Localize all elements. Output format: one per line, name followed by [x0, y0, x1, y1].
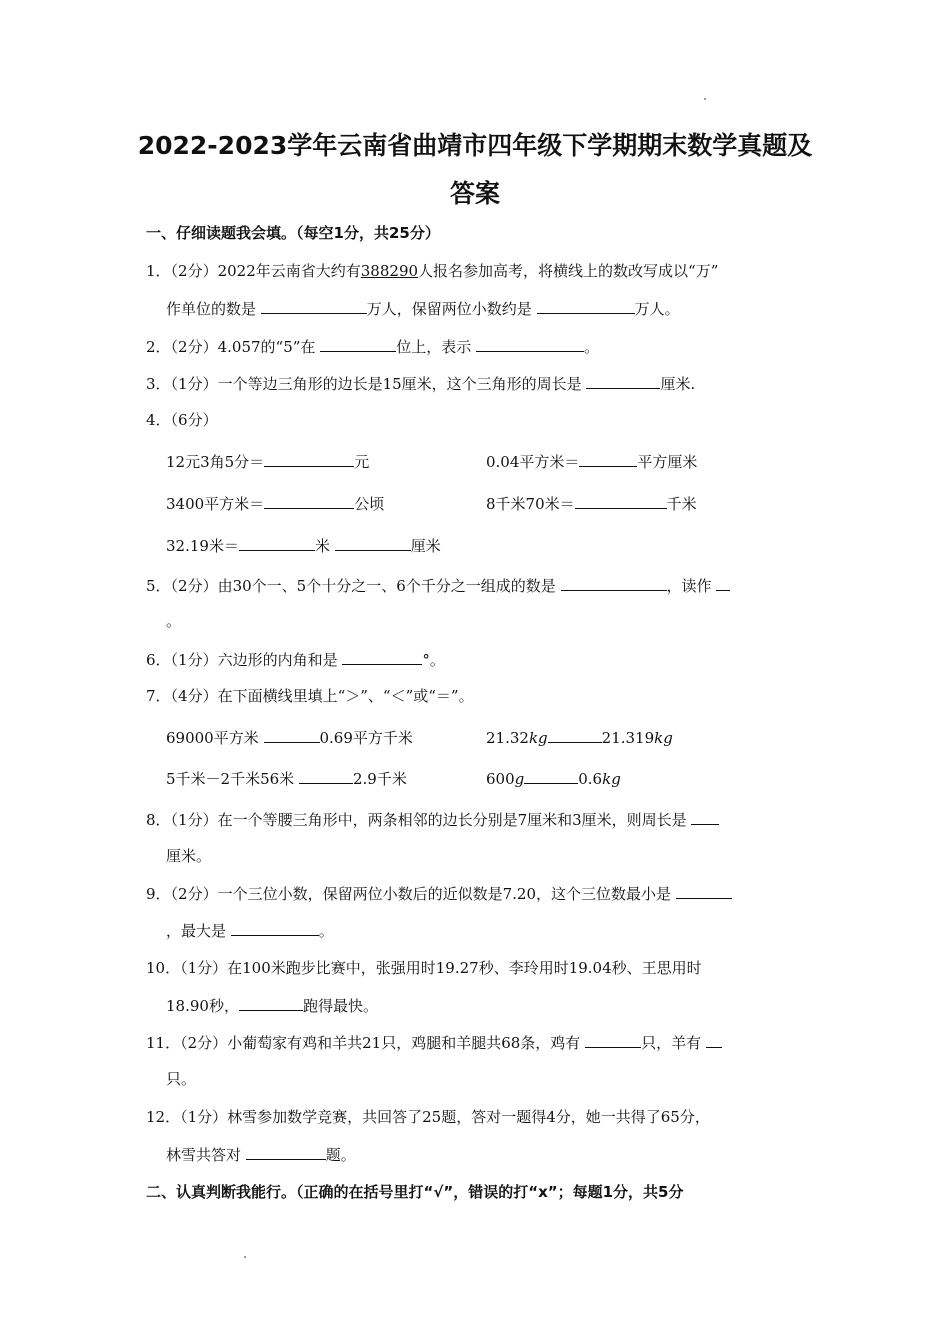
answer-blank[interactable]: [239, 534, 315, 551]
answer-blank[interactable]: [548, 726, 602, 743]
question-4-row-1a: 12元3角5分＝ 元: [166, 450, 369, 473]
answer-blank[interactable]: [691, 808, 719, 825]
answer-blank[interactable]: [524, 767, 578, 784]
answer-blank[interactable]: [706, 1031, 722, 1048]
question-7-row-2b: 600g 0.6kg: [486, 767, 621, 790]
section-1-heading: 一、仔细读题我会填。（每空1分，共25分）: [146, 224, 440, 242]
answer-blank[interactable]: [342, 648, 422, 665]
question-11-cont: 只。: [166, 1070, 197, 1088]
question-9-cont: ，最大是 。: [166, 919, 334, 942]
answer-blank[interactable]: [239, 994, 303, 1011]
answer-blank[interactable]: [261, 297, 367, 314]
underlined-number: 388290: [360, 262, 419, 280]
question-4-row-3: 32.19米＝ 米 厘米: [166, 534, 441, 557]
answer-blank[interactable]: [335, 534, 411, 551]
answer-blank[interactable]: [246, 1143, 326, 1160]
answer-blank[interactable]: [561, 574, 667, 591]
answer-blank[interactable]: [575, 492, 667, 509]
section-2-heading: 二、认真判断我能行。（正确的在括号里打“√”，错误的打“x”；每题1分，共5分: [146, 1183, 684, 1201]
page-title: 2022-2023学年云南省曲靖市四年级下学期期末数学真题及: [137, 131, 813, 160]
question-8-cont: 厘米。: [166, 847, 212, 865]
question-4-row-1b: 0.04平方米＝ 平方厘米: [486, 450, 697, 473]
question-9: 9．（2分）一个三位小数，保留两位小数后的近似数是7.20，这个三位数最小是: [146, 882, 732, 905]
answer-blank[interactable]: [586, 372, 660, 389]
page-title-continued: 答案: [449, 179, 500, 208]
question-4-row-2b: 8千米70米＝ 千米: [486, 492, 697, 515]
answer-blank[interactable]: [299, 767, 353, 784]
question-7-row-1a: 69000平方米 0.69平方千米: [166, 726, 413, 749]
answer-blank[interactable]: [264, 726, 320, 743]
answer-blank[interactable]: [231, 919, 319, 936]
question-7: 7．（4分）在下面横线里填上“＞”、“＜”或“＝”。: [146, 687, 474, 705]
answer-blank[interactable]: [716, 574, 730, 591]
question-4: 4．（6分）: [146, 411, 218, 429]
question-8: 8．（1分）在一个等腰三角形中，两条相邻的边长分别是7厘米和3厘米，则周长是: [146, 808, 719, 831]
question-7-row-1b: 21.32kg 21.319kg: [486, 726, 673, 749]
question-1-cont: 作单位的数是 万人，保留两位小数约是 万人。: [166, 297, 680, 320]
question-2: 2．（2分）4.057的“5”在 位上，表示 。: [146, 335, 599, 358]
scan-speck: [704, 98, 706, 100]
question-5: 5．（2分）由30个一、5个十分之一、6个千分之一组成的数是 ，读作: [146, 574, 730, 597]
answer-blank[interactable]: [264, 492, 354, 509]
question-4-row-2a: 3400平方米＝ 公顷: [166, 492, 384, 515]
question-7-row-2a: 5千米－2千米56米 2.9千米: [166, 767, 407, 790]
question-10: 10．（1分）在100米跑步比赛中，张强用时19.27秒、李玲用时19.04秒、王思用时: [146, 959, 702, 977]
answer-blank[interactable]: [579, 450, 637, 467]
question-11: 11．（2分）小葡萄家有鸡和羊共21只，鸡腿和羊腿共68条，鸡有 只，羊有: [146, 1031, 722, 1054]
question-5-cont: 。: [166, 612, 182, 630]
answer-blank[interactable]: [320, 335, 396, 352]
answer-blank[interactable]: [264, 450, 354, 467]
question-1: 1．（2分）2022年云南省大约有388290人报名参加高考，将横线上的数改写成以“万”: [146, 262, 719, 280]
question-6: 6．（1分）六边形的内角和是 °。: [146, 648, 445, 671]
question-3: 3．（1分）一个等边三角形的边长是15厘米，这个三角形的周长是 厘米.: [146, 372, 695, 395]
scan-speck: [244, 1256, 246, 1258]
question-12: 12．（1分）林雪参加数学竞赛，共回答了25题，答对一题得4分，她一共得了65分，: [146, 1108, 710, 1126]
answer-blank[interactable]: [676, 882, 732, 899]
question-12-cont: 林雪共答对 题。: [166, 1143, 356, 1166]
question-10-cont: 18.90秒， 跑得最快。: [166, 994, 378, 1017]
answer-blank[interactable]: [537, 297, 635, 314]
answer-blank[interactable]: [585, 1031, 641, 1048]
answer-blank[interactable]: [476, 335, 584, 352]
